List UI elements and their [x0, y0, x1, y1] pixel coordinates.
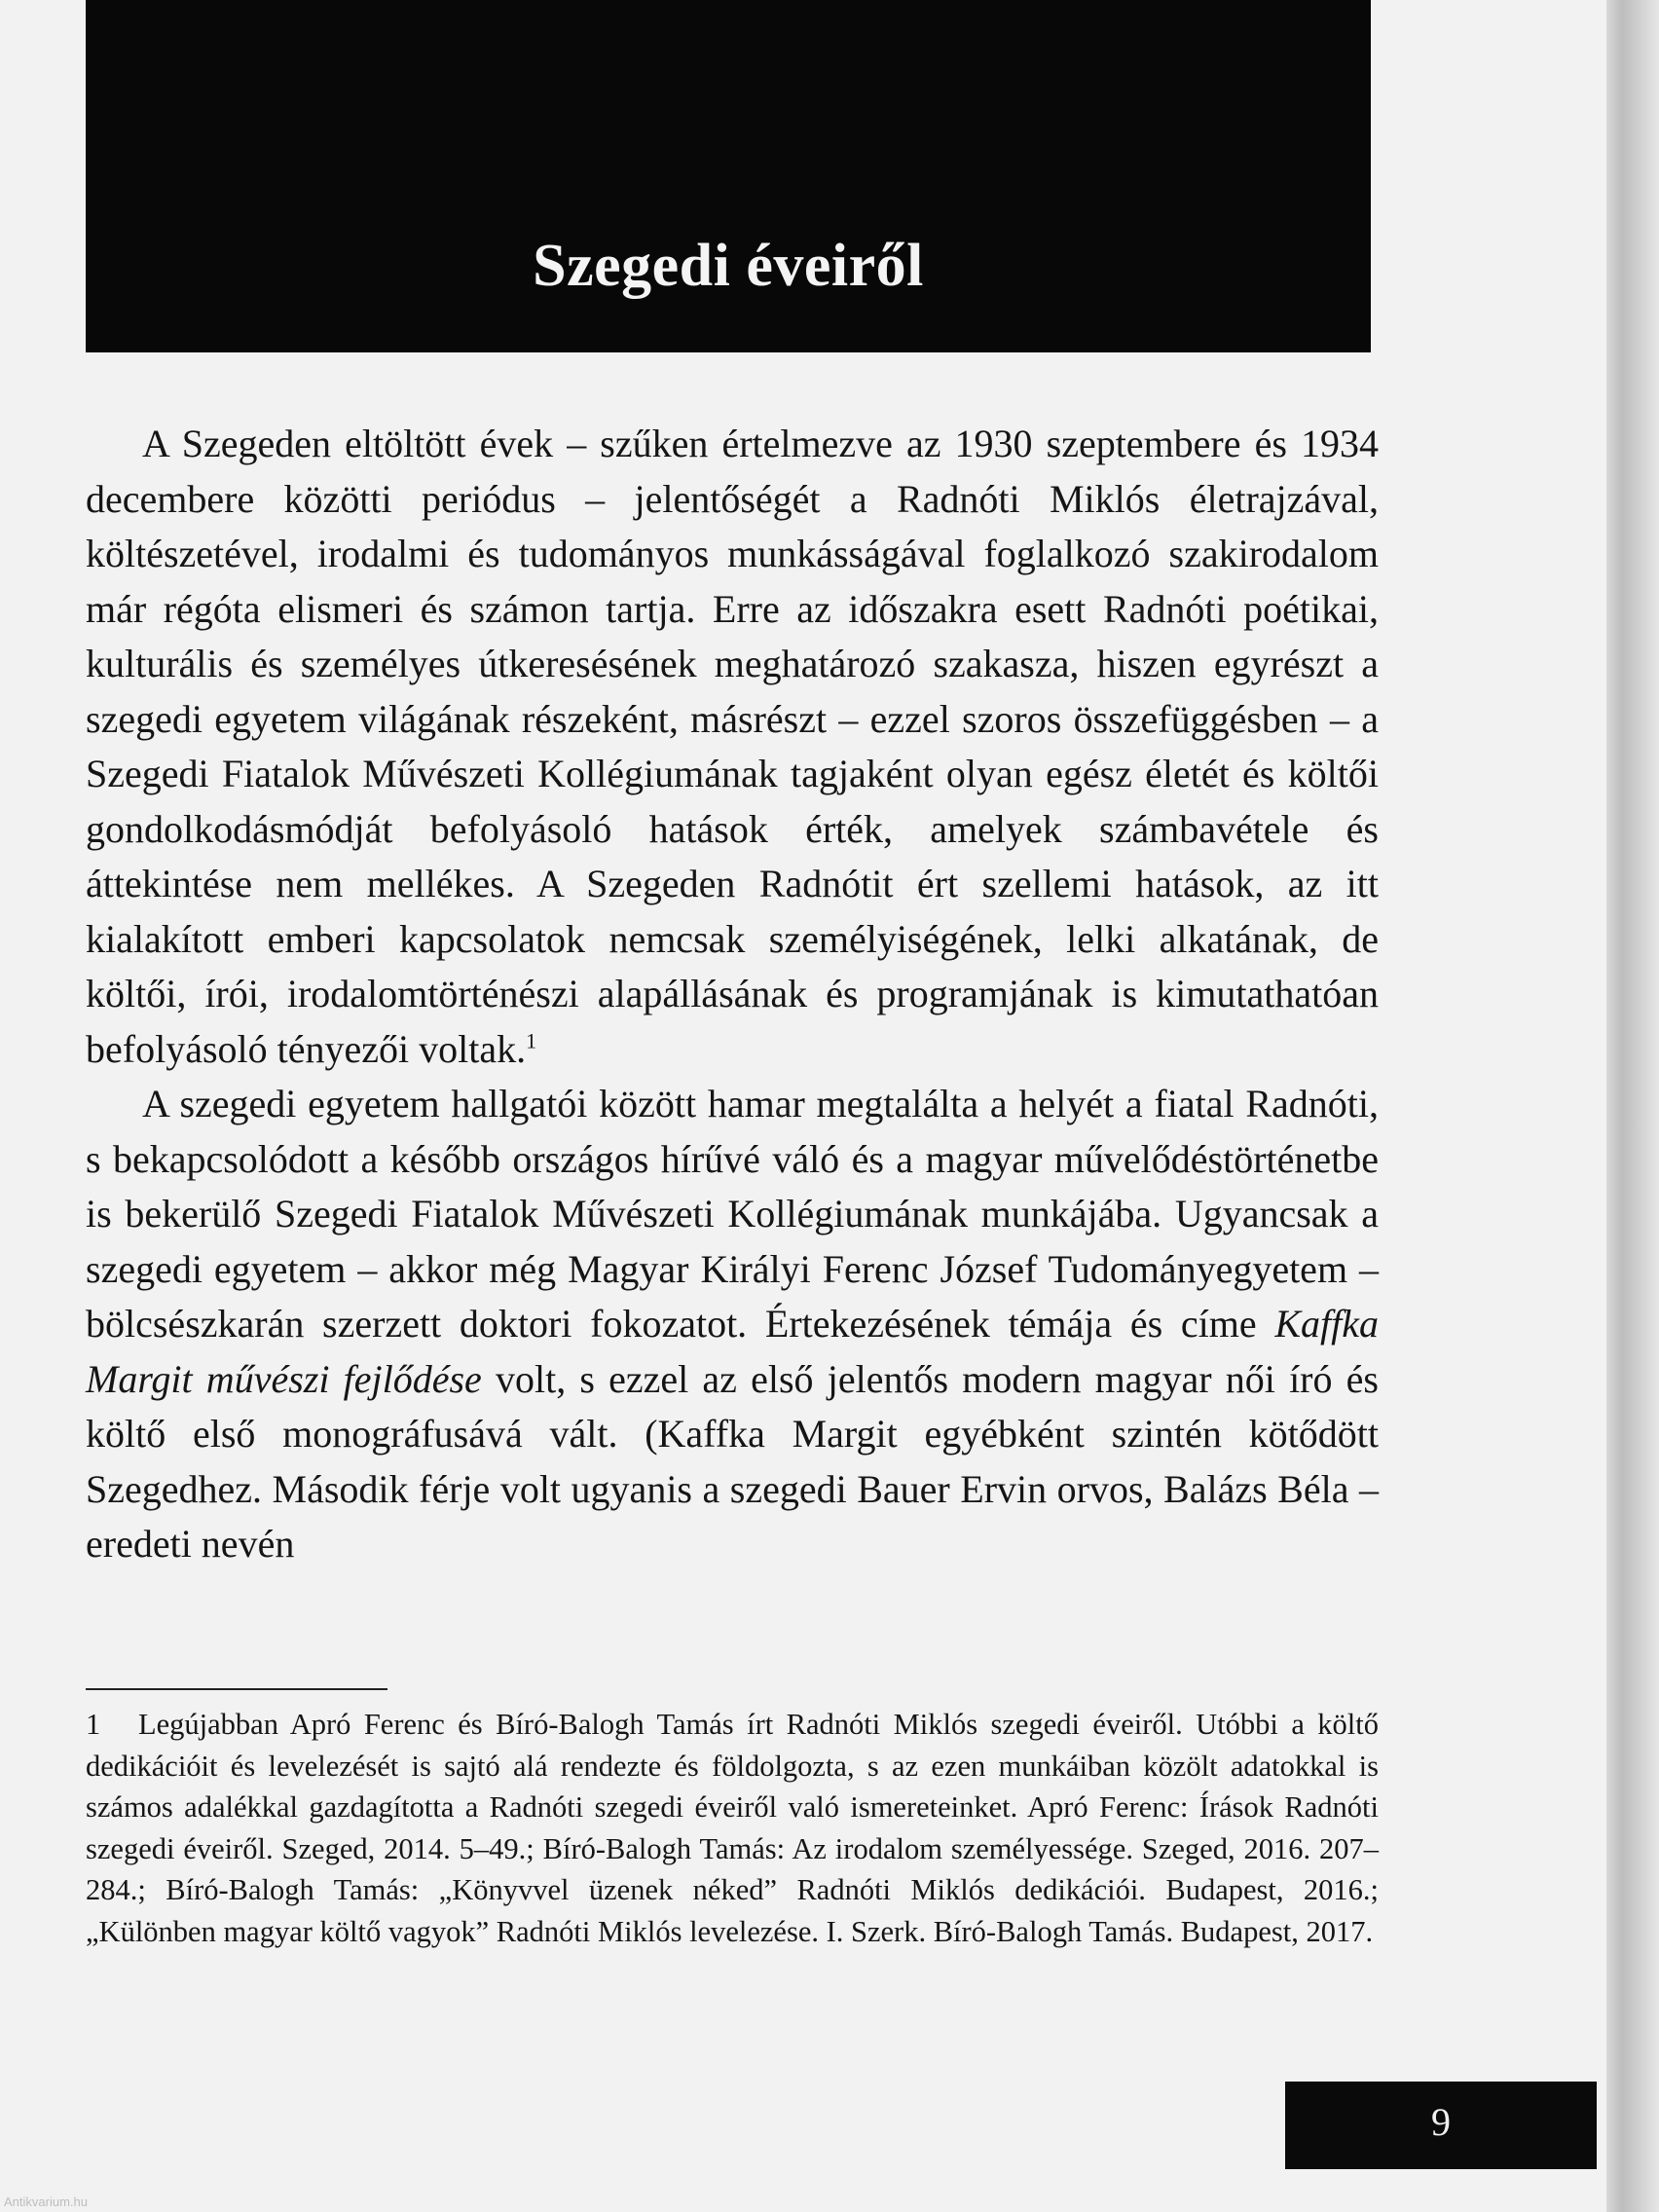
paragraph-1-text: A Szegeden eltöltött évek – szűken értelmezve az 1930 szeptembere és 1934 decembere közötti periódus – jelentőségét a Radnóti Miklós életrajzával, költészetével, irodalmi és tudományos munkásságával foglalkozó szakirodalom már régóta elismeri és számon tartja. Erre az időszakra esett Radnóti poétikai, kulturális és személyes útkeresésének meghatározó szakasza, hiszen egyrészt a szegedi egyetem világának részeként, másrészt – ezzel szoros összefüggésben – a Szegedi Fiatalok Művészeti Kollégiumának tagjaként olyan egész életét és költői gondolkodásmódját befolyásoló hatások érték, amelyek számbavétele és áttekintése nem mellékes. A Szegeden Radnótit ért szellemi hatások, az itt kialakított emberi kapcsolatok nemcsak személyiségének, lelki alkatának, de költői, írói, irodalomtörténészi alapállásának és programjának is kimutathatóan befolyásoló tényezői voltak.: [86, 422, 1379, 1071]
footnote-number: 1: [86, 1708, 101, 1741]
watermark: Antikvarium.hu: [4, 2194, 88, 2209]
page-number-box: [1285, 2082, 1597, 2169]
chapter-header-block: [86, 0, 1371, 352]
footnote-1: [86, 1704, 1379, 1952]
footnote-text: Legújabban Apró Ferenc és Bíró-Balogh Tamás írt Radnóti Miklós szegedi éveiről. Utóbbi a költő dedikációit és levelezését is sajtó alá rendezte és földolgozta, s az ezen munkáiban közölt adatokkal is számos adalékkal gazdagította a Radnóti szegedi éveiről való ismereteinket. Apró Ferenc: Írások Radnóti szegedi éveiről. Szeged, 2014. 5–49.; Bíró-Balogh Tamás: Az irodalom személyessége. Szeged, 2016. 207–284.; Bíró-Balogh Tamás: „Könyvvel üzenek néked” Radnóti Miklós dedikációi. Budapest, 2016.; „Különben magyar költő vagyok” Radnóti Miklós levelezése. I. Szerk. Bíró-Balogh Tamás. Budapest, 2017.: [86, 1708, 1379, 1948]
paragraph-2-text-start: A szegedi egyetem hallgatói között hamar megtalálta a helyét a fiatal Radnóti, s bekapcsolódott a később országos hírűvé váló és a magyar művelődéstörténetbe is bekerülő Szegedi Fiatalok Művészeti Kollégiumának munkájába. Ugyancsak a szegedi egyetem – akkor még Magyar Királyi Ferenc József Tudományegyetem – bölcsészkarán szerzett doktori fokozatot. Értekezésének témája és címe: [86, 1082, 1379, 1346]
paragraph-2: [86, 1077, 1379, 1572]
chapter-title: Szegedi éveiről: [533, 233, 924, 299]
page-edge-shadow: [1606, 0, 1659, 2212]
footnote-reference[interactable]: 1: [526, 1028, 537, 1053]
footnote-divider: [86, 1688, 387, 1690]
dissertation-title: Kaffka Margit művészi fejlődése: [86, 1302, 1379, 1401]
paragraph-1: [86, 417, 1379, 1077]
paragraph-2-text-end: volt, s ezzel az első jelentős modern magyar női író és költő első monográfusává vált. (Kaffka Margit egyébként szintén kötődött Szegedhez. Második férje volt ugyanis a szegedi Bauer Ervin orvos, Balázs Béla – eredeti nevén: [86, 1356, 1380, 1566]
page-number: 9: [1431, 2100, 1451, 2144]
body-text: [86, 417, 1379, 1572]
